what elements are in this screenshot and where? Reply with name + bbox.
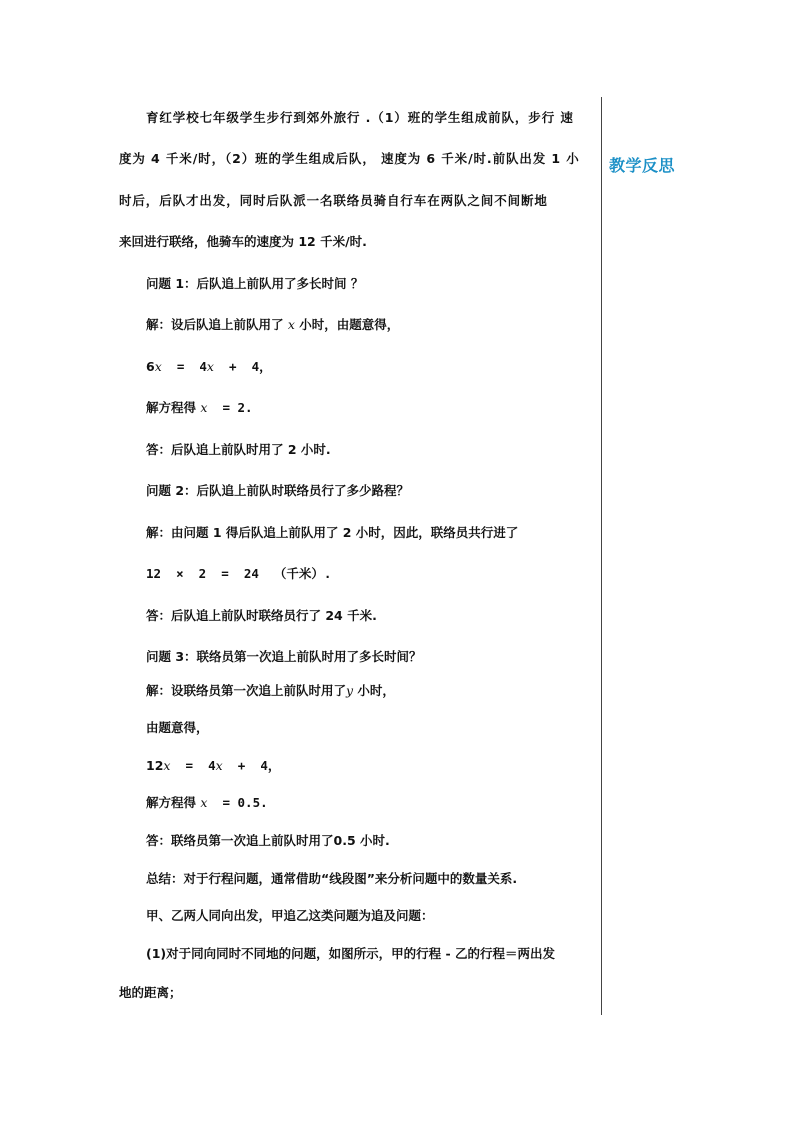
q3-solution-line-2: 由题意得， (146, 720, 209, 735)
summary-line: 总结：对于行程问题，通常借助“线段图”来分析问题中的数量关系. (146, 871, 518, 886)
column-divider-line (601, 97, 602, 1015)
q1-result-text-a: 解方程得 (146, 400, 201, 415)
q3-result (146, 794, 268, 812)
question-2: 问题 2：后队追上前队时联络员行了多少路程？ (146, 483, 410, 498)
q3-eq-var-2: x (215, 758, 223, 773)
q1-result-var: x (200, 400, 208, 415)
q3-eq-part-a: 12 (146, 758, 164, 773)
q3-equation (146, 757, 280, 775)
case-1-line-2: 地的距离； (119, 985, 182, 1000)
q3-eq-part-c: + 4， (222, 758, 281, 773)
intro-line-1: 育红学校七年级学生步行到郊外旅行 .（1）班的学生组成前队，步行 速 (146, 110, 574, 125)
q1-equation (146, 358, 272, 376)
q3-eq-part-b: = 4 (170, 758, 216, 773)
q3-solution-text-a: 解：设联络员第一次追上前队时用了 (146, 683, 347, 698)
q1-result (146, 399, 253, 417)
q2-answer: 答：后队追上前队时联络员行了 24 千米. (146, 608, 377, 623)
q1-solution (146, 316, 399, 334)
q1-result-text-b: = 2. (207, 400, 253, 415)
q1-eq-part-b: = 4 (161, 359, 207, 374)
intro-line-4: 来回进行联络，他骑车的速度为 12 千米/时. (119, 234, 367, 249)
question-3: 问题 3：联络员第一次追上前队时用了多长时间？ (146, 649, 422, 664)
q3-result-text-b: = 0.5. (207, 795, 268, 810)
q1-solution-text-b: 小时，由题意得， (294, 317, 400, 332)
intro-line-3: 时后，后队才出发，同时后队派一名联络员骑自行车在两队之间不间断地 (119, 193, 548, 208)
q1-answer: 答：后队追上前队时用了 2 小时. (146, 442, 331, 457)
q3-variable: y (346, 683, 354, 698)
case-1-line-1: (1)对于同向同时不同地的问题，如图所示，甲的行程 - 乙的行程＝两出发 (146, 946, 556, 961)
chase-problem-intro: 甲、乙两人同向出发，甲追乙这类问题为追及问题： (146, 908, 434, 923)
side-title-teaching-reflection: 教学反思 (609, 156, 676, 175)
q1-eq-part-a: 6 (146, 359, 155, 374)
q3-result-text-a: 解方程得 (146, 795, 201, 810)
q1-eq-var-1: x (154, 359, 162, 374)
intro-line-2: 度为 4 千米/时，（2）班的学生组成后队， 速度为 6 千米/时.前队出发 1 小 (119, 151, 580, 166)
q1-eq-var-2: x (206, 359, 214, 374)
q3-solution-text-b: 小时， (353, 683, 395, 698)
q3-eq-var-1: x (163, 758, 171, 773)
q3-result-var: x (200, 795, 208, 810)
q2-calculation: 12 × 2 = 24 （千米）. (146, 566, 332, 581)
q1-variable: x (287, 317, 295, 332)
q3-solution (146, 682, 395, 700)
question-1: 问题 1：后队追上前队用了多长时间 ？ (146, 276, 364, 291)
q1-solution-text-a: 解：设后队追上前队用了 (146, 317, 288, 332)
q1-eq-part-c: + 4， (213, 359, 272, 374)
q2-solution: 解：由问题 1 得后队追上前队用了 2 小时，因此，联络员共行进了 (146, 525, 519, 540)
q3-answer: 答：联络员第一次追上前队时用了0.5 小时. (146, 833, 390, 848)
